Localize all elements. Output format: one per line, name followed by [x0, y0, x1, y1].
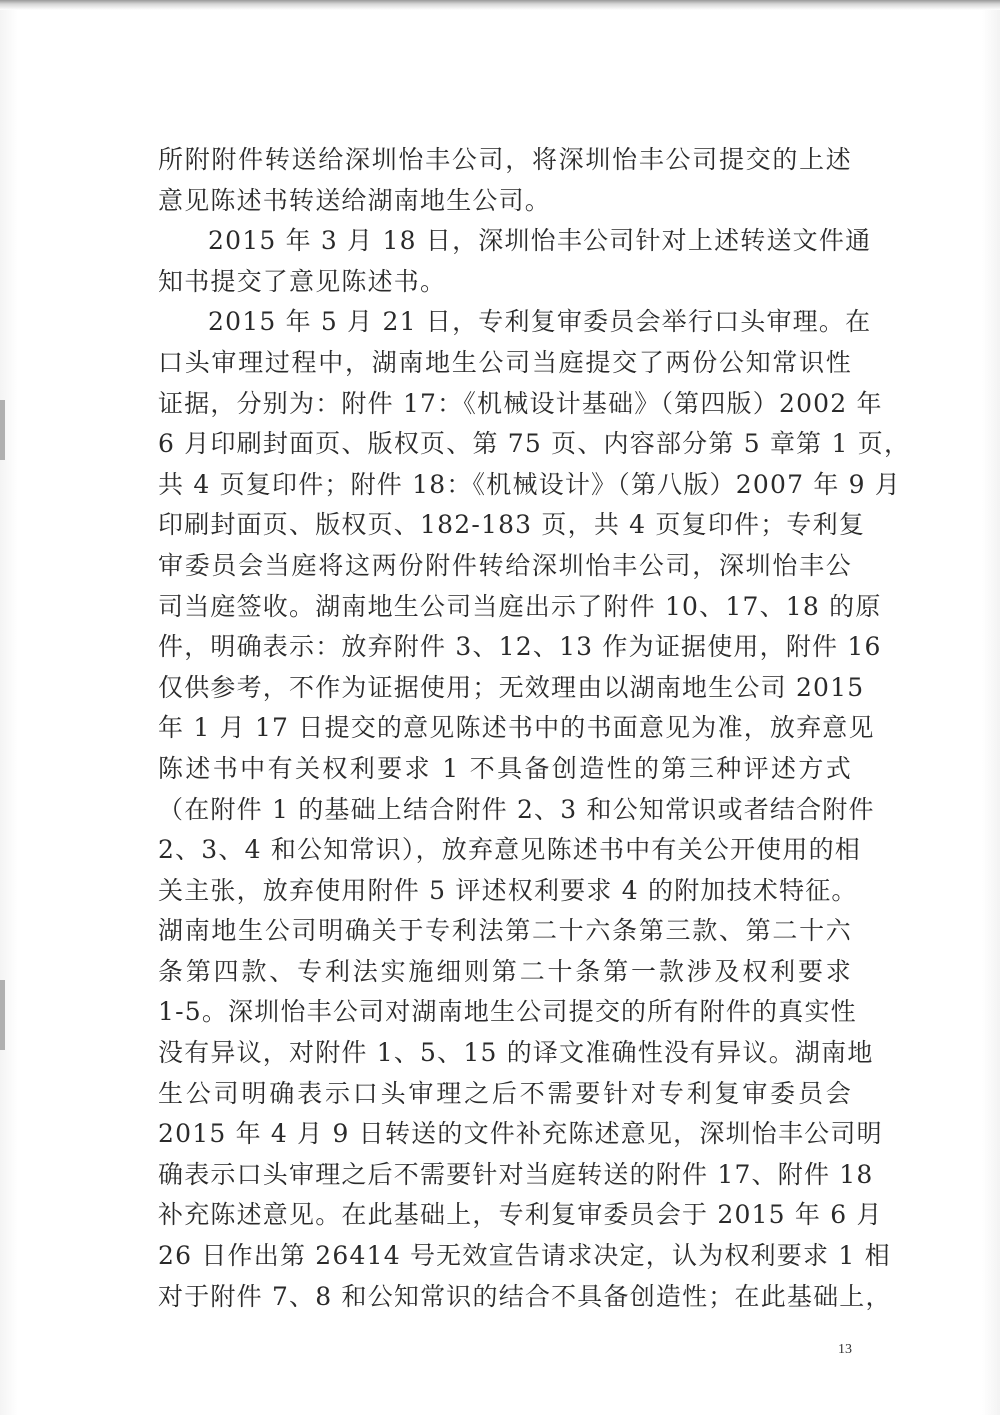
text-line: 年 1 月 17 日提交的意见陈述书中的书面意见为准，放弃意见 — [158, 713, 875, 743]
text-line: 所附附件转送给深圳怡丰公司，将深圳怡丰公司提交的上述 — [158, 145, 852, 174]
paragraph — [158, 221, 872, 302]
text-line: 条第四款、专利法实施细则第二十条第一款涉及权利要求 — [158, 956, 852, 986]
text-line: 对于附件 7、8 和公知常识的结合不具备创造性；在此基础上， — [158, 1281, 892, 1311]
scan-top-edge — [0, 0, 1000, 10]
text-line: 陈述书中有关权利要求 1 不具备创造性的第三种评述方式 — [158, 753, 852, 783]
text-line: 仅供参考，不作为证据使用；无效理由以湖南地生公司 2015 — [158, 672, 865, 702]
text-line: 印刷封面页、版权页、182-183 页，共 4 页复印件；专利复 — [158, 510, 866, 540]
text-line: 审委员会当庭将这两份附件转给深圳怡丰公司，深圳怡丰公 — [158, 550, 852, 580]
text-line: 证据，分别为：附件 17：《机械设计基础》（第四版）2002 年 — [158, 388, 883, 418]
text-line: 2015 年 4 月 9 日转送的文件补充陈述意见，深圳怡丰公司明 — [158, 1119, 883, 1149]
body-text — [158, 140, 911, 1317]
text-line: 知书提交了意见陈述书。 — [158, 266, 447, 296]
page-number: 13 — [838, 1342, 852, 1357]
text-line: 意见陈述书转送给湖南地生公司。 — [158, 185, 552, 215]
text-line: 26 日作出第 26414 号无效宣告请求决定，认为权利要求 1 相 — [158, 1241, 891, 1271]
text-line: 口头审理过程中，湖南地生公司当庭提交了两份公知常识性 — [158, 347, 852, 377]
text-line: 湖南地生公司明确关于专利法第二十六条第三款、第二十六 — [158, 916, 852, 946]
text-line: 6 月印刷封面页、版权页、第 75 页、内容部分第 5 章第 1 页， — [158, 429, 911, 459]
text-line: 生公司明确表示口头审理之后不需要针对专利复审委员会 — [158, 1078, 852, 1108]
binding-mark — [0, 980, 5, 1050]
text-line: 2、3、4 和公知常识），放弃意见陈述书中有关公开使用的相 — [158, 835, 861, 865]
text-line: 2015 年 5 月 21 日，专利复审委员会举行口头审理。在 — [208, 307, 872, 337]
paragraph — [158, 140, 858, 221]
text-line: 2015 年 3 月 18 日，深圳怡丰公司针对上述转送文件通 — [208, 226, 872, 256]
text-line: 共 4 页复印件；附件 18：《机械设计》（第八版）2007 年 9 月 — [158, 469, 902, 499]
text-line: 1-5。深圳怡丰公司对湖南地生公司提交的所有附件的真实性 — [158, 997, 857, 1027]
text-line: 确表示口头审理之后不需要针对当庭转送的附件 17、附件 18 — [158, 1159, 874, 1189]
text-line: 件，明确表示：放弃附件 3、12、13 作为证据使用，附件 16 — [158, 632, 882, 662]
text-line: 没有异议，对附件 1、5、15 的译文准确性没有异议。湖南地 — [158, 1038, 874, 1068]
paragraph — [158, 302, 911, 1317]
text-line: 补充陈述意见。在此基础上，专利复审委员会于 2015 年 6 月 — [158, 1200, 883, 1230]
text-line: 司当庭签收。湖南地生公司当庭出示了附件 10、17、18 的原 — [158, 591, 882, 621]
binding-mark — [0, 400, 5, 460]
text-line: 关主张，放弃使用附件 5 评述权利要求 4 的附加技术特征。 — [158, 875, 858, 905]
text-line: （在附件 1 的基础上结合附件 2、3 和公知常识或者结合附件 — [158, 794, 875, 824]
